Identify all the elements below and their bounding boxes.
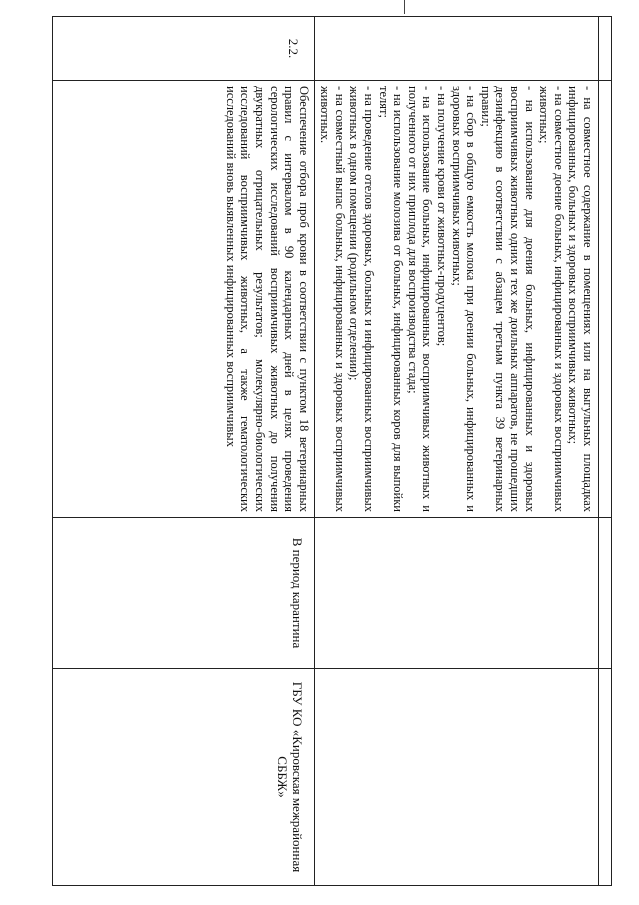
document-page bbox=[52, 16, 612, 885]
cell-empty bbox=[599, 669, 612, 886]
list-item: - на использование больных, инфицированных восприимчивых животных и полученного от них приплода для воспроизводства стада; bbox=[405, 86, 435, 512]
list-item: - на проведение отелов здоровых, больных и инфицированных восприимчивых животных в одном помещении (родильном отделении); bbox=[347, 86, 377, 512]
cell-empty bbox=[599, 518, 612, 669]
cell-term-empty bbox=[314, 518, 598, 669]
cell-number-empty bbox=[599, 17, 612, 81]
list-item: - на использование для доения больных, инфицированных и здоровых восприимчивых животных одних и тех же доильных аппаратов, не прошедших дезинфекцию в соответствии с абзацем третьим пункта 39 ветеринарных правил; bbox=[478, 86, 537, 512]
list-item: - на совместный выпас больных, инфицированных и здоровых восприимчивых животных. bbox=[318, 86, 347, 512]
table-row bbox=[599, 17, 612, 886]
rotated-table-container bbox=[52, 16, 612, 885]
table-row bbox=[314, 17, 598, 886]
measure-term: В период карантина bbox=[53, 518, 315, 669]
prohibitions-list-cell bbox=[314, 81, 598, 518]
cell-number-empty bbox=[314, 17, 598, 81]
list-item: - на использование молозива от больных, инфицированных коров для выпойки телят; bbox=[376, 86, 406, 512]
cell-executor-empty bbox=[314, 669, 598, 886]
cell-empty bbox=[599, 81, 612, 518]
table-row bbox=[53, 17, 315, 886]
measure-description: Обеспечение отбора проб крови в соответствии с пунктом 18 ветеринарных правил с интервалом в 90 календарных дней в целях проведения серологических исследований восприимчивых животных до получения двукратных отрицательных результатов; молекулярно-биологических исследований восприимчивых животных, а также гематологических исследований вновь выявленных инфицированных восприимчивых bbox=[53, 81, 315, 518]
list-item: - на совместное содержание в помещениях или на выгульных площадках инфицированных, больных и здоровых восприимчивых животных; bbox=[566, 86, 595, 512]
row-number: 2.2. bbox=[53, 17, 315, 81]
list-item: - на сбор в общую емкость молока при доении больных, инфицированных и здоровых восприимчивых животных; bbox=[449, 86, 479, 512]
scan-edge-mark bbox=[404, 0, 405, 14]
list-item: - на совместное доение больных, инфицированных и здоровых восприимчивых животных; bbox=[537, 86, 566, 512]
measures-table bbox=[52, 16, 612, 886]
measure-executor: ГБУ КО «Кировская межрайонная СББЖ» bbox=[53, 669, 315, 886]
list-item: - на получение крови от животных-продуцентов; bbox=[435, 86, 450, 347]
